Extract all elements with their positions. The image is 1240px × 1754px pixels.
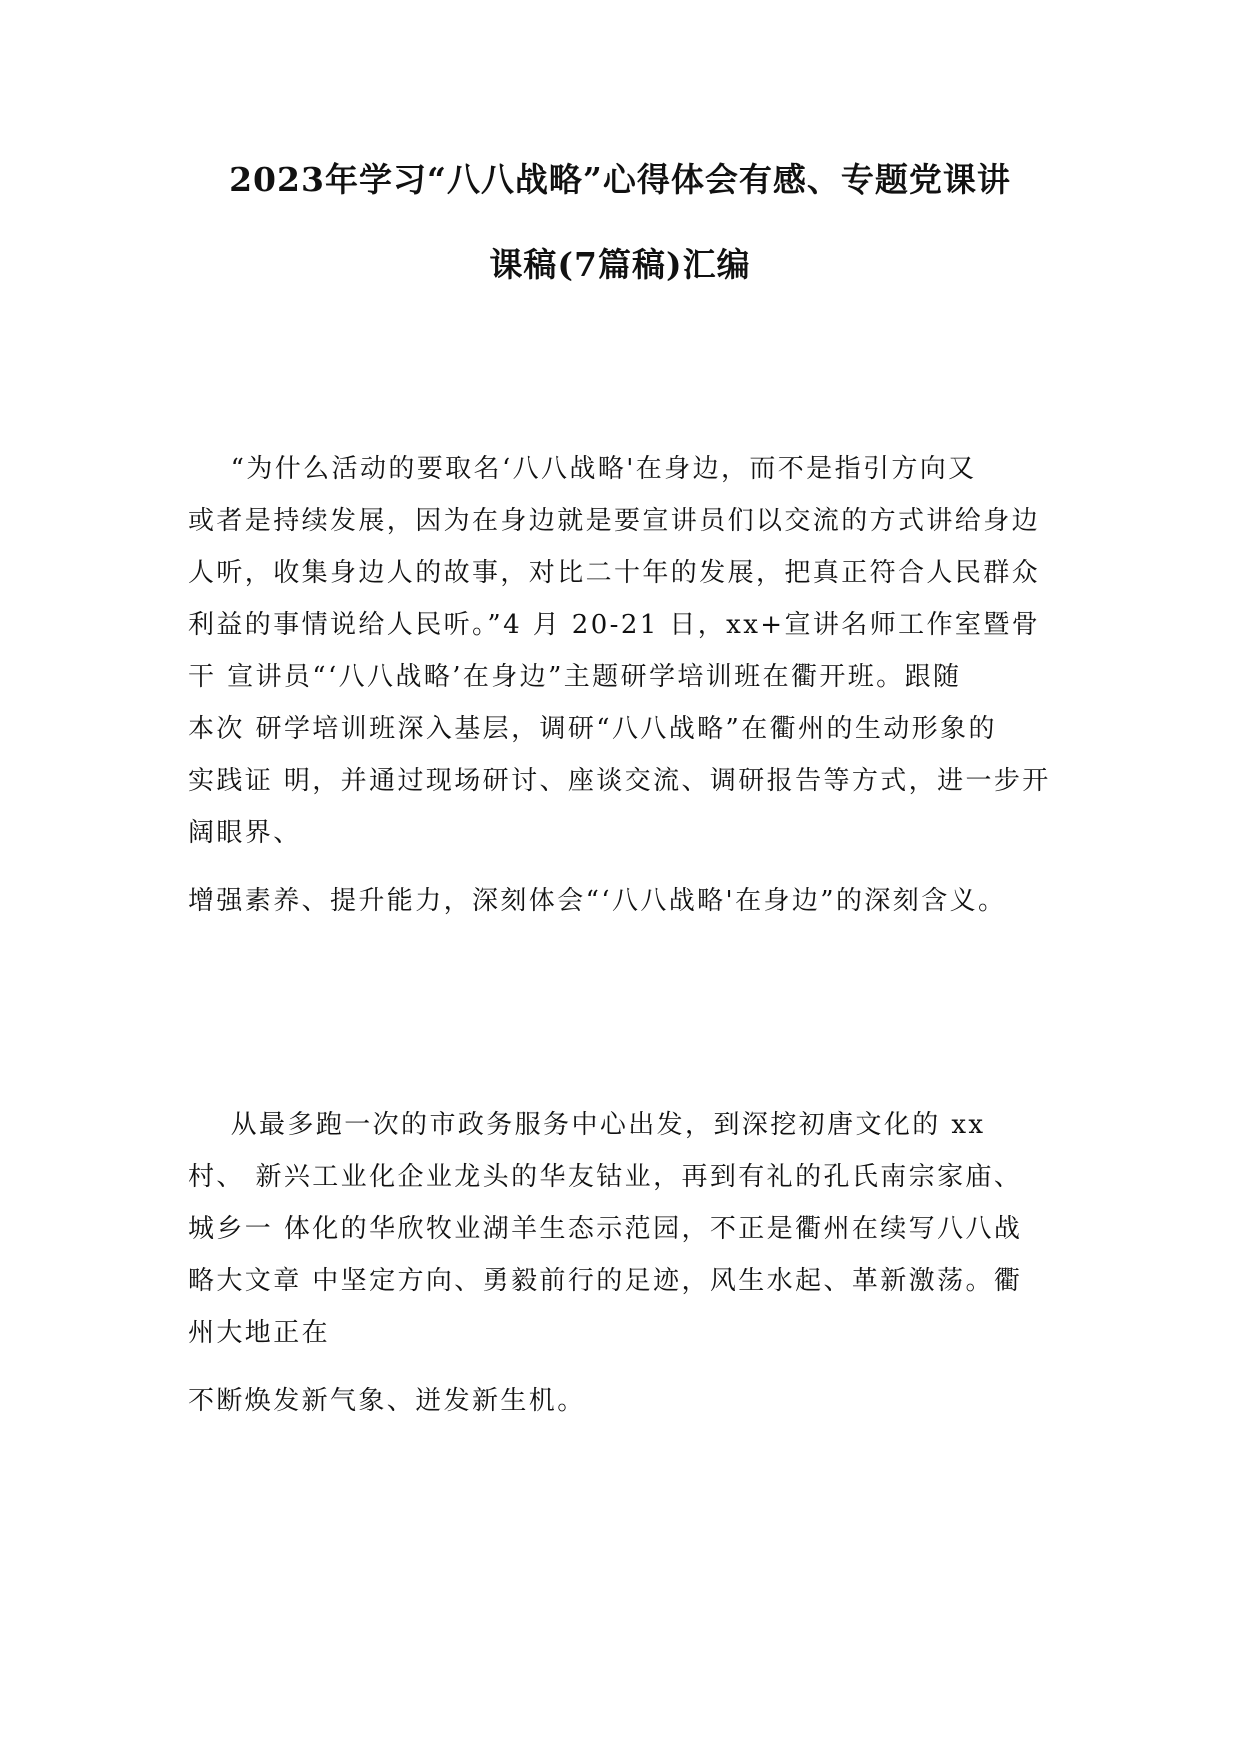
paragraph-3-line-3: 城乡一 体化的华欣牧业湖羊生态示范园，不正是衢州在续写八八战: [188, 1214, 1023, 1244]
paragraph-1-line-2: 或者是持续发展，因为在身边就是要宣讲员们以交流的方式讲给身边: [188, 506, 1041, 536]
paragraph-4-line-1: 不断焕发新气象、迸发新生机。: [188, 1386, 586, 1416]
paragraph-1-line-4: 利益的事情说给人民听。”4 月 20-21 日，xx+宣讲名师工作室暨骨: [188, 610, 1041, 640]
paragraph-1-line-5: 干 宣讲员“‘八八战略’在身边”主题研学培训班在衢开班。跟随: [188, 662, 962, 692]
paragraph-1-line-1: “为什么活动的要取名‘八八战略'在身边，而不是指引方向又: [188, 454, 977, 484]
paragraph-3-line-5: 州大地正在: [188, 1318, 331, 1348]
paragraph-3-line-4: 略大文章 中坚定方向、勇毅前行的足迹，风生水起、革新激荡。衢: [188, 1266, 1023, 1296]
paragraph-1-line-3: 人听，收集身边人的故事，对比二十年的发展，把真正符合人民群众: [188, 558, 1041, 588]
paragraph-1-line-6: 本次 研学培训班深入基层，调研“八八战略”在衢州的生动形象的: [188, 714, 997, 744]
paragraph-3-line-1: 从最多跑一次的市政务服务中心出发，到深挖初唐文化的 xx: [188, 1110, 986, 1140]
paragraph-1-line-8: 阔眼界、: [188, 818, 302, 848]
paragraph-3-line-2: 村、 新兴工业化企业龙头的华友钴业，再到有礼的孔氏南宗家庙、: [188, 1162, 1023, 1192]
document-title-line-1: 2023年学习“八八战略”心得体会有感、专题党课讲: [229, 160, 1011, 199]
paragraph-1-line-7: 实践证 明，并通过现场研讨、座谈交流、调研报告等方式，进一步开: [188, 766, 1051, 796]
paragraph-2-line-1: 增强素养、提升能力，深刻体会“‘八八战略'在身边”的深刻含义。: [188, 886, 1007, 916]
document-title-line-2: 课稿(7篇稿)汇编: [489, 245, 751, 284]
